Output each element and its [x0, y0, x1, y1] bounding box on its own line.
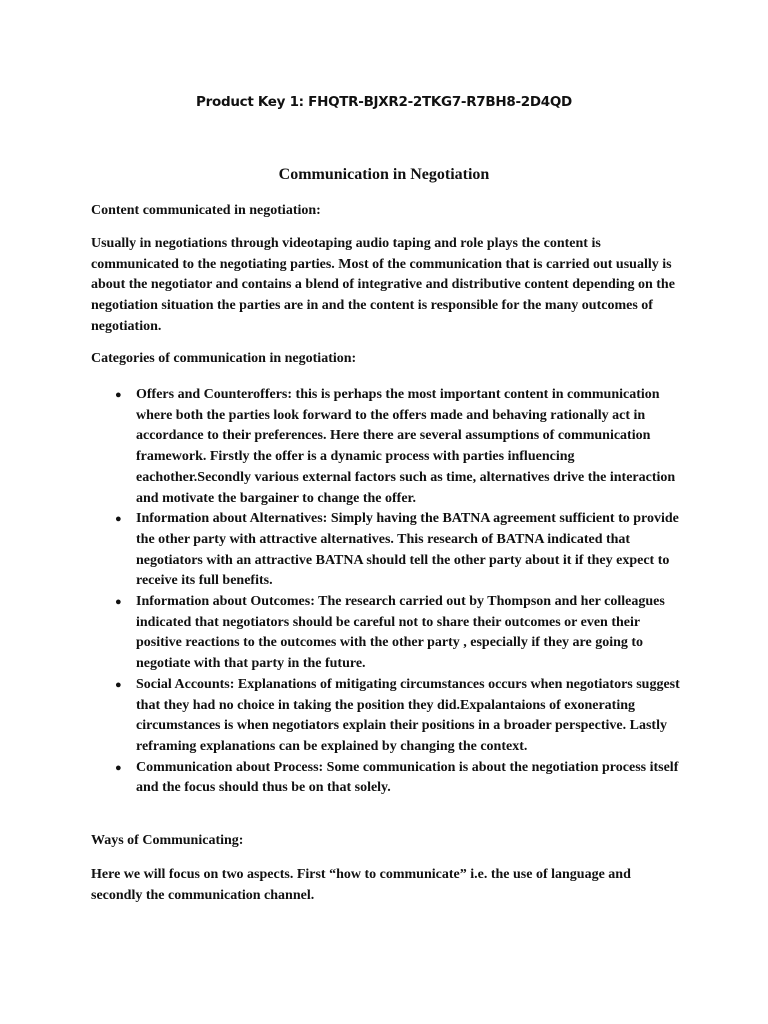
list-item-text: Social Accounts: Explanations of mitigating circumstances occurs when negotiators suggest that they had no choice in taking the position they did.Expalantaions of exonerating circumstances is when negotiators explain their positions in a broader perspective. Lastly reframing explanations can be explained by changing the context.: [136, 676, 680, 754]
list-item-text: Offers and Counteroffers: this is perhaps the most important content in communication where both the parties look forward to the offers made and behaving rationally act in accordance to their preferences. Here there are several assumptions of communication framework. Firstly the offer is a dynamic process with parties influencing eachother.Secondly various external factors such as time, alternatives drive the interaction and motivate the bargainer to change the offer.: [136, 387, 676, 506]
bullet-icon: ●: [115, 513, 122, 526]
bullet-icon: ●: [115, 389, 122, 401]
heading-categories: Categories of communication in negotiation:: [91, 351, 357, 366]
paragraph-ways-of-communicating: Here we will focus on two aspects. First “how to communicate” i.e. the use of language and secondly the communication channel.: [91, 867, 631, 903]
document-title: Communication in Negotiation: [278, 166, 490, 183]
bullet-icon: ●: [115, 761, 122, 774]
list-item-text: Communication about Process: Some communication is about the negotiation process itself and the focus should thus be on that solely.: [136, 759, 679, 796]
categories-list: [91, 385, 681, 799]
bullet-icon: ●: [115, 596, 122, 609]
heading-content-communicated: Content communicated in negotiation:: [91, 203, 321, 218]
list-item-text: Information about Alternatives: Simply having the BATNA agreement sufficient to provide the other party with attractive alternatives. This research of BATNA indicated that negotiators with an attractive BATNA should tell the other party about it if they expect to receive its full benefits.: [136, 511, 679, 589]
list-item: [91, 675, 681, 758]
heading-ways-of-communicating: Ways of Communicating:: [91, 833, 244, 848]
list-item: [91, 509, 681, 592]
list-item: [91, 592, 681, 675]
list-item-text: Information about Outcomes: The research carried out by Thompson and her colleagues indicated that negotiators should be careful not to share their outcomes or even their positive reactions to the outcomes with the other party , especially if they are going to negotiate with that party in the future.: [136, 594, 665, 672]
list-item: [91, 758, 681, 799]
product-key-line: Product Key 1: FHQTR-BJXR2-2TKG7-R7BH8-2D4QD: [196, 94, 572, 110]
paragraph-content-communicated: Usually in negotiations through videotaping audio taping and role plays the content is communicated to the negotiating parties. Most of the communication that is carried out usually is about the negotiator and contains a blend of integrative and distributive content depending on the negotiation situation the parties are in and the content is responsible for the many outcomes of negotiation.: [91, 236, 675, 334]
bullet-icon: ●: [115, 678, 122, 691]
list-item: [91, 385, 681, 509]
